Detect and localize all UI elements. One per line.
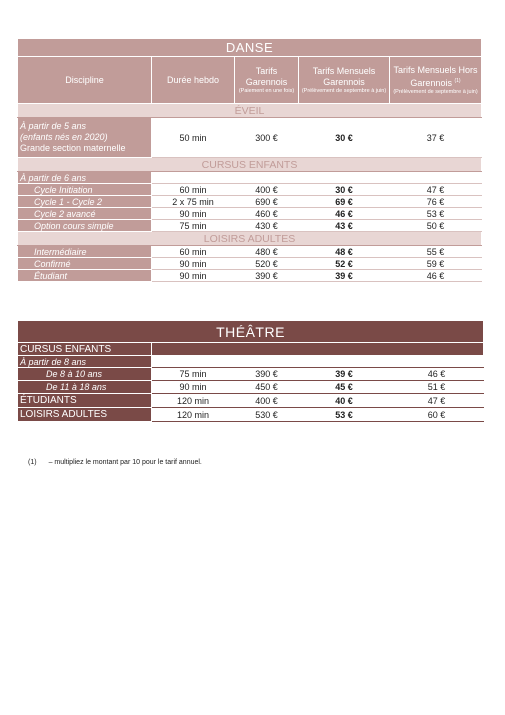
- section-cursus-enfants: CURSUS ENFANTS: [18, 158, 482, 172]
- section-eveil: ÉVEIL: [18, 104, 482, 118]
- danse-title: DANSE: [18, 39, 482, 57]
- header-tarifs-mensuels-garennois: Tarifs Mensuels Garennois (Prélèvement de septembre à juin): [299, 57, 390, 104]
- theatre-cursus-title: CURSUS ENFANTS: [18, 343, 152, 356]
- footnote-text: – multipliez le montant par 10 pour le tarif annuel.: [48, 459, 202, 466]
- header-tarifs-hors-garennois: Tarifs Mensuels Hors Garennois $^{(1)}$ (Prélèvement de septembre à juin): [390, 57, 482, 104]
- table-row: Cycle 2 avancé 90 min 460 € 46 € 53 €: [18, 208, 482, 220]
- table-row: Option cours simple 75 min 430 € 43 € 50 €: [18, 220, 482, 232]
- table-row: De 11 à 18 ans 90 min 450 € 45 € 51 €: [18, 381, 484, 394]
- eveil-mensuel: 30 €: [299, 118, 390, 158]
- danse-table: [17, 38, 482, 282]
- header-discipline: Discipline: [18, 57, 152, 104]
- table-row: Intermédiaire 60 min 480 € 48 € 55 €: [18, 246, 482, 258]
- header-tarifs-garennois: Tarifs Garennois (Paiement en une fois): [235, 57, 299, 104]
- table-row: Étudiant 90 min 390 € 39 € 46 €: [18, 270, 482, 282]
- section-loisirs-adultes: LOISIRS ADULTES: [18, 232, 482, 246]
- eveil-hors: 37 €: [390, 118, 482, 158]
- table-row: Cycle Initiation 60 min 400 € 30 € 47 €: [18, 184, 482, 196]
- table-row: Cycle 1 - Cycle 2 2 x 75 min 690 € 69 € 76 €: [18, 196, 482, 208]
- theatre-title: THÉÂTRE: [18, 321, 484, 343]
- header-duree: Durée hebdo: [152, 57, 235, 104]
- theatre-table: [17, 320, 484, 422]
- footnote: [28, 459, 202, 466]
- theatre-cursus-intro: À partir de 8 ans: [18, 356, 152, 368]
- eveil-annuel: 300 €: [235, 118, 299, 158]
- table-row: ÉTUDIANTS 120 min 400 € 40 € 47 €: [18, 394, 484, 408]
- table-row: De 8 à 10 ans 75 min 390 € 39 € 46 €: [18, 368, 484, 381]
- cursus-intro: À partir de 6 ans: [18, 172, 152, 184]
- table-row: LOISIRS ADULTES 120 min 530 € 53 € 60 €: [18, 408, 484, 422]
- eveil-label: À partir de 5 ans (enfants nés en 2020) Grande section maternelle: [18, 118, 152, 158]
- table-row: Confirmé 90 min 520 € 52 € 59 €: [18, 258, 482, 270]
- footnote-number: (1): [28, 459, 37, 466]
- eveil-duree: 50 min: [152, 118, 235, 158]
